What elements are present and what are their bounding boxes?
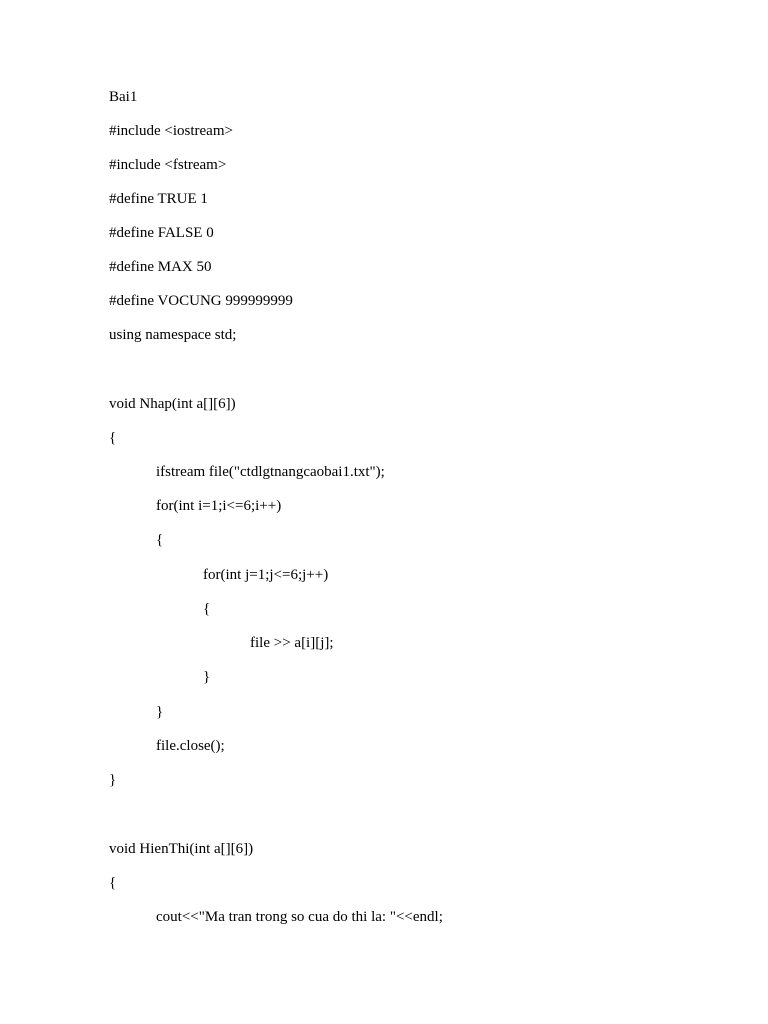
code-line: { bbox=[203, 601, 211, 617]
code-line: } bbox=[109, 772, 117, 788]
code-line: { bbox=[109, 430, 117, 446]
code-line: cout<<"Ma tran trong so cua do thi la: "<<endl; bbox=[156, 909, 443, 925]
code-line: #include <iostream> bbox=[109, 123, 233, 139]
code-line: #include <fstream> bbox=[109, 157, 227, 173]
code-line: file >> a[i][j]; bbox=[250, 635, 334, 651]
code-line: using namespace std; bbox=[109, 327, 237, 343]
code-line: for(int j=1;j<=6;j++) bbox=[203, 567, 329, 583]
code-line: } bbox=[203, 669, 211, 685]
code-line: { bbox=[156, 532, 164, 548]
code-line: #define TRUE 1 bbox=[109, 191, 208, 207]
code-line: #define FALSE 0 bbox=[109, 225, 214, 241]
code-line: ifstream file("ctdlgtnangcaobai1.txt"); bbox=[156, 464, 385, 480]
code-line: #define VOCUNG 999999999 bbox=[109, 293, 293, 309]
code-line: for(int i=1;i<=6;i++) bbox=[156, 498, 282, 514]
code-line: file.close(); bbox=[156, 738, 225, 754]
code-line: } bbox=[156, 704, 164, 720]
code-line-title: Bai1 bbox=[109, 89, 138, 105]
code-line: #define MAX 50 bbox=[109, 259, 212, 275]
code-line: { bbox=[109, 875, 117, 891]
code-line: void HienThi(int a[][6]) bbox=[109, 841, 254, 857]
code-line: void Nhap(int a[][6]) bbox=[109, 396, 236, 412]
